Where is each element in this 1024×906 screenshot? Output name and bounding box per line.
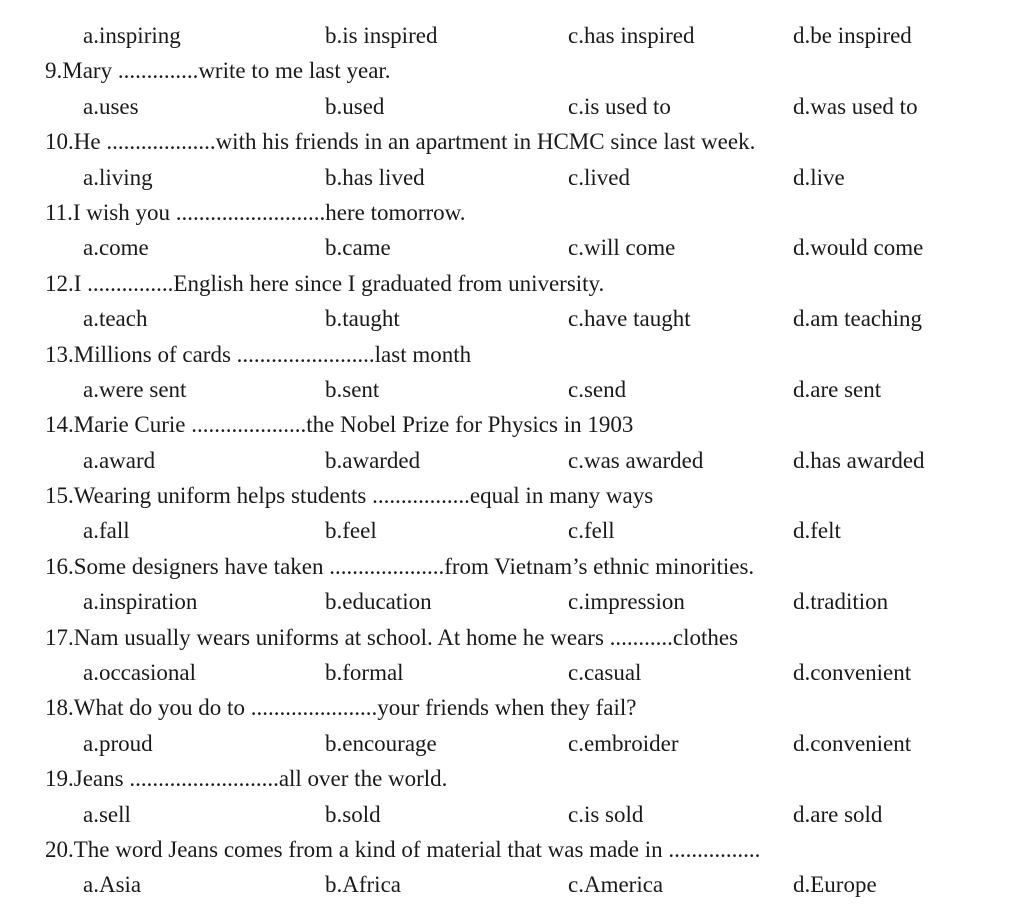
- option-a: a.inspiration: [83, 589, 198, 615]
- option-c: c.is used to: [568, 93, 671, 119]
- options-row-8: [0, 18, 1024, 53]
- option-a: a.proud: [83, 730, 153, 756]
- options-row-14: [0, 443, 1024, 478]
- option-d: d.am teaching: [793, 306, 923, 332]
- options-row-16: [0, 584, 1024, 619]
- option-c: c.impression: [568, 589, 685, 615]
- option-b: b.Africa: [325, 872, 401, 898]
- option-b: b.encourage: [325, 730, 437, 756]
- question-text: 10.He ...................with his friends in an apartment in HCMC since last week.: [45, 129, 756, 155]
- question-14: [0, 407, 1024, 442]
- options-row-11: [0, 230, 1024, 265]
- option-c: c.send: [568, 376, 627, 402]
- question-text: 9.Mary ..............write to me last year.: [45, 58, 391, 84]
- question-text: 19.Jeans ..........................all over the world.: [45, 766, 448, 792]
- option-b: b.sold: [325, 801, 381, 827]
- options-row-20: [0, 867, 1024, 902]
- options-row-18: [0, 726, 1024, 761]
- options-row-17: [0, 655, 1024, 690]
- question-11: [0, 195, 1024, 230]
- option-a: a.come: [83, 235, 149, 261]
- option-d: d.tradition: [793, 589, 889, 615]
- option-d: d.has awarded: [793, 447, 925, 473]
- option-b: b.education: [325, 589, 432, 615]
- question-text: 11.I wish you ..........................here tomorrow.: [45, 199, 466, 225]
- option-c: c.fell: [568, 518, 615, 544]
- option-b: b.is inspired: [325, 23, 438, 48]
- question-text: 18.What do you do to ......................your friends when they fail?: [45, 695, 637, 721]
- option-d: d.convenient: [793, 730, 912, 756]
- option-d: d.was used to: [793, 93, 918, 119]
- option-b: b.formal: [325, 660, 404, 686]
- options-row-9: [0, 89, 1024, 124]
- option-c: c.has inspired: [568, 23, 695, 48]
- option-b: b.came: [325, 235, 391, 261]
- option-c: c.America: [568, 872, 664, 898]
- question-15: [0, 478, 1024, 513]
- worksheet: [0, 18, 1024, 903]
- question-text: 13.Millions of cards ........................last month: [45, 341, 472, 367]
- option-a: a.were sent: [83, 376, 187, 402]
- question-12: [0, 266, 1024, 301]
- option-d: d.are sold: [793, 801, 883, 827]
- question-17: [0, 620, 1024, 655]
- option-d: d.be inspired: [793, 23, 912, 48]
- option-a: a.fall: [83, 518, 130, 544]
- question-10: [0, 124, 1024, 159]
- options-row-10: [0, 160, 1024, 195]
- question-13: [0, 337, 1024, 372]
- option-a: a.living: [83, 164, 153, 190]
- option-c: c.is sold: [568, 801, 644, 827]
- option-d: d.would come: [793, 235, 924, 261]
- options-row-15: [0, 513, 1024, 548]
- option-c: c.will come: [568, 235, 676, 261]
- option-d: d.Europe: [793, 872, 877, 898]
- option-b: b.has lived: [325, 164, 425, 190]
- option-a: a.award: [83, 447, 156, 473]
- option-c: c.have taught: [568, 306, 691, 332]
- options-row-19: [0, 797, 1024, 832]
- question-text: 12.I ...............English here since I graduated from university.: [45, 270, 605, 296]
- option-c: c.was awarded: [568, 447, 704, 473]
- question-text: 16.Some designers have taken ....................from Vietnam’s ethnic minorities.: [45, 553, 755, 579]
- option-d: d.felt: [793, 518, 841, 544]
- question-text: 14.Marie Curie ....................the Nobel Prize for Physics in 1903: [45, 412, 634, 438]
- option-b: b.feel: [325, 518, 377, 544]
- question-16: [0, 549, 1024, 584]
- option-b: b.awarded: [325, 447, 421, 473]
- option-a: a.inspiring: [83, 23, 181, 48]
- option-b: b.taught: [325, 306, 400, 332]
- option-d: d.are sent: [793, 376, 882, 402]
- option-c: c.embroider: [568, 730, 679, 756]
- question-18: [0, 690, 1024, 725]
- option-d: d.live: [793, 164, 845, 190]
- option-c: c.lived: [568, 164, 630, 190]
- option-a: a.sell: [83, 801, 131, 827]
- question-9: [0, 53, 1024, 88]
- option-a: a.occasional: [83, 660, 197, 686]
- options-row-12: [0, 301, 1024, 336]
- question-19: [0, 761, 1024, 796]
- option-a: a.teach: [83, 306, 148, 332]
- option-c: c.casual: [568, 660, 642, 686]
- question-20: [0, 832, 1024, 867]
- option-a: a.Asia: [83, 872, 142, 898]
- option-d: d.convenient: [793, 660, 912, 686]
- question-text: 20.The word Jeans comes from a kind of material that was made in ................: [45, 836, 761, 862]
- option-b: b.used: [325, 93, 385, 119]
- option-b: b.sent: [325, 376, 380, 402]
- question-text: 15.Wearing uniform helps students .................equal in many ways: [45, 483, 654, 509]
- question-text: 17.Nam usually wears uniforms at school. At home he wears ...........clothes: [45, 624, 739, 650]
- option-a: a.uses: [83, 93, 139, 119]
- options-row-13: [0, 372, 1024, 407]
